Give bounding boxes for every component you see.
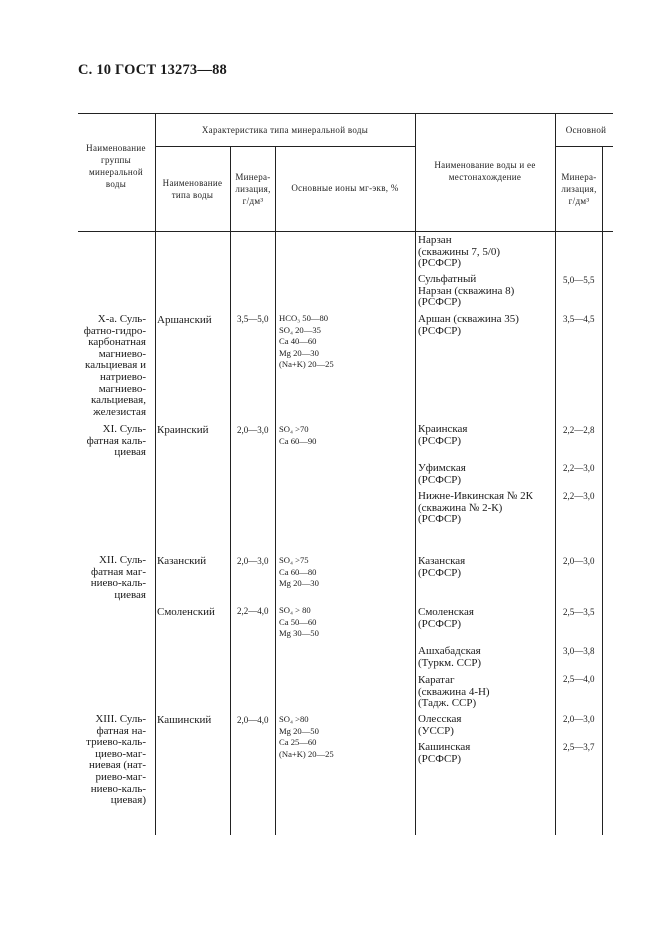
page-header: С. 10 ГОСТ 13273—88 xyxy=(78,62,227,78)
deposit-narzan: Нарзан (скважины 7, 5/0) (РСФСР) xyxy=(418,234,501,270)
subheader-divider xyxy=(155,146,415,147)
water-type-arshan: Аршанский xyxy=(157,314,212,326)
deposit-mineralization-smolenskaya: 2,5—3,5 xyxy=(563,607,595,617)
water-type-krainsky: Краинский xyxy=(157,424,209,436)
header-group: Наименование группы минеральной воды xyxy=(86,143,146,189)
deposit-kazanskaya: Казанская (РСФСР) xyxy=(418,555,466,579)
deposit-mineralization-sulfatny-narzan: 5,0—5,5 xyxy=(563,275,595,285)
header-ions: Основные ионы мг-экв, % xyxy=(291,183,399,193)
ions-kashinsky: SO₄ >80 Mg 20—50 Ca 25—60 (Na+K) 20—25 xyxy=(279,714,334,759)
mineralization-arshan: 3,5—5,0 xyxy=(237,314,269,324)
main-subheader-divider xyxy=(555,146,613,147)
water-type-kashinsky: Кашинский xyxy=(157,714,212,726)
header-characteristic: Характеристика типа минеральной воды xyxy=(201,125,369,135)
deposit-karatag: Каратаг (скважина 4-Н) (Тадж. ССР) xyxy=(418,674,490,710)
mineralization-kashinsky: 2,0—4,0 xyxy=(237,715,269,725)
column-divider-5 xyxy=(555,113,556,835)
deposit-krainskaya: Краинская (РСФСР) xyxy=(418,423,468,447)
header-deposit-mineralization: Минера- лизация, г/дм³ xyxy=(561,172,597,206)
deposit-olesskaya: Олесская (УССР) xyxy=(418,713,462,737)
deposit-arshan: Аршан (скважина 35) (РСФСР) xyxy=(418,313,519,337)
column-divider-4 xyxy=(415,113,416,835)
column-divider-6 xyxy=(602,146,603,835)
deposit-mineralization-ashkhabadskaya: 3,0—3,8 xyxy=(563,646,595,656)
group-xiii: XIII. Суль- фатная на- триево-каль- циево-маг- ниевая (нат- риево-маг- ниево-каль- циевая) xyxy=(86,713,146,807)
deposit-sulfatny-narzan: Сульфатный Нарзан (скважина 8) (РСФСР) xyxy=(418,273,515,309)
group-xii: XII. Суль- фатная маг- ниево-каль- циевая xyxy=(90,554,146,601)
water-type-kazansky: Казанский xyxy=(157,555,207,567)
ions-arshan: HCO₃ 50—80 SO₄ 20—35 Ca 40—60 Mg 20—30 (Na+K) 20—25 xyxy=(279,313,334,370)
deposit-mineralization-nizhne-ivkinskaya: 2,2—3,0 xyxy=(563,491,595,501)
ions-kazansky: SO₄ >75 Ca 60—80 Mg 20—30 xyxy=(279,555,319,589)
deposit-mineralization-kashinskaya: 2,5—3,7 xyxy=(563,742,595,752)
deposit-mineralization-krainskaya: 2,2—2,8 xyxy=(563,425,595,435)
deposit-mineralization-ufimskaya: 2,2—3,0 xyxy=(563,463,595,473)
deposit-kashinskaya: Кашинская (РСФСР) xyxy=(418,741,471,765)
header-mineralization: Минера- лизация, г/дм³ xyxy=(235,172,271,206)
group-xi: XI. Суль- фатная каль- циевая xyxy=(86,423,146,459)
group-xa: X-а. Суль- фатно-гидро- карбонатная магниево- кальциевая и натриево- магниево- кальциевая, железистая xyxy=(83,313,146,418)
mineralization-kazansky: 2,0—3,0 xyxy=(237,556,269,566)
deposit-nizhne-ivkinskaya: Нижне-Ивкинская № 2К (скважина № 2-К) (РСФСР) xyxy=(418,490,533,526)
deposit-mineralization-kazanskaya: 2,0—3,0 xyxy=(563,556,595,566)
header-water-type: Наименование типа воды xyxy=(162,178,223,200)
deposit-ashkhabadskaya: Ашхабадская (Туркм. ССР) xyxy=(418,645,482,669)
water-type-smolensky: Смоленский xyxy=(157,606,215,618)
deposit-ufimskaya: Уфимская (РСФСР) xyxy=(418,462,466,486)
header-bottom-border xyxy=(78,231,613,232)
column-divider-3 xyxy=(275,146,276,835)
deposit-mineralization-olesskaya: 2,0—3,0 xyxy=(563,714,595,724)
mineralization-krainsky: 2,0—3,0 xyxy=(237,425,269,435)
deposit-smolenskaya: Смоленская (РСФСР) xyxy=(418,606,474,630)
column-divider-1 xyxy=(155,113,156,835)
header-deposit-name: Наименование воды и ее местонахождение xyxy=(434,160,536,182)
deposit-mineralization-arshan: 3,5—4,5 xyxy=(563,314,595,324)
header-main: Основной xyxy=(565,125,607,135)
deposit-mineralization-karatag: 2,5—4,0 xyxy=(563,674,595,684)
mineralization-smolensky: 2,2—4,0 xyxy=(237,606,269,616)
ions-smolensky: SO₄ > 80 Ca 50—60 Mg 30—50 xyxy=(279,605,319,639)
column-divider-2 xyxy=(230,146,231,835)
table-top-border xyxy=(78,113,613,114)
ions-krainsky: SO₄ >70 Ca 60—90 xyxy=(279,424,317,446)
